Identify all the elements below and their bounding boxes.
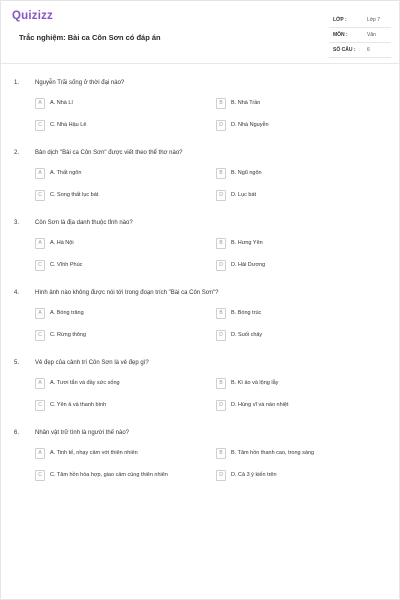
option-letter-box[interactable]: A (35, 238, 45, 249)
option-letter-box[interactable]: A (35, 98, 45, 109)
question-text: Côn Sơn là địa danh thuộc tỉnh nào? (35, 220, 133, 226)
option-text: C. Vĩnh Phúc (50, 262, 83, 268)
meta-value: 6 (367, 47, 370, 53)
option-letter-box[interactable]: D (216, 260, 226, 271)
option-letter-box[interactable]: B (216, 308, 226, 319)
option-letter-box[interactable]: C (35, 470, 45, 481)
option-letter-box[interactable]: B (216, 378, 226, 389)
option-letter-box[interactable]: C (35, 190, 45, 201)
question-2 (1, 150, 400, 220)
option-letter-box[interactable]: B (216, 98, 226, 109)
option-text: D. Hùng vĩ và náo nhiệt (231, 402, 289, 408)
option-letter-box[interactable]: D (216, 470, 226, 481)
option-letter-box[interactable]: A (35, 168, 45, 179)
option-letter-box[interactable]: D (216, 400, 226, 411)
option-text: A. Bóng trăng (50, 310, 84, 316)
option-letter-box[interactable]: B (216, 448, 226, 459)
option-text: A. Thất ngôn (50, 170, 82, 176)
option-text: B. Tâm hồn thanh cao, trong sáng (231, 450, 315, 456)
option-text: A. Hà Nội (50, 240, 74, 246)
option-text: C. Nhà Hậu Lê (50, 122, 87, 128)
option-text: C. Song thất lục bát (50, 192, 99, 198)
option-letter-box[interactable]: A (35, 378, 45, 389)
meta-table (329, 13, 391, 58)
option-text: D. Suối chảy (231, 332, 263, 338)
option-text: B. Hưng Yên (231, 240, 263, 246)
question-number: 5. (14, 360, 20, 366)
option-text: D. Hải Dương (231, 262, 266, 268)
question-text: Vẻ đẹp của cảnh trí Côn Sơn là vẻ đẹp gì? (35, 360, 149, 366)
option-letter-box[interactable]: C (35, 120, 45, 131)
option-text: B. Bóng trúc (231, 310, 262, 316)
option-letter-box[interactable]: A (35, 308, 45, 319)
question-text: Bản dịch "Bài ca Côn Sơn" được viết theo thể thơ nào? (35, 150, 183, 156)
option-text: D. Lục bát (231, 192, 257, 198)
question-number: 2. (14, 150, 20, 156)
option-text: A. Tinh tế, nhạy cảm với thiên nhiên (50, 450, 138, 456)
option-letter-box[interactable]: C (35, 330, 45, 341)
meta-row-count (329, 43, 391, 58)
option-letter-box[interactable]: D (216, 120, 226, 131)
question-4 (1, 290, 400, 360)
question-number: 3. (14, 220, 20, 226)
option-text: A. Tươi tắn và đầy sức sống (50, 380, 120, 386)
question-1 (1, 80, 400, 150)
meta-value: Lớp 7 (367, 17, 381, 23)
option-text: B. Ngũ ngôn (231, 170, 262, 176)
option-letter-box[interactable]: B (216, 238, 226, 249)
question-text: Nguyễn Trãi sống ở thời đại nào? (35, 80, 125, 86)
question-text: Hình ảnh nào không được nói tới trong đoạn trích "Bài ca Côn Sơn"? (35, 290, 219, 296)
header-divider (1, 63, 399, 64)
option-letter-box[interactable]: D (216, 190, 226, 201)
option-letter-box[interactable]: C (35, 260, 45, 271)
option-letter-box[interactable]: C (35, 400, 45, 411)
question-number: 6. (14, 430, 20, 436)
meta-row-class (329, 13, 391, 28)
option-text: B. Nhà Trần (231, 100, 261, 106)
option-text: D. Cả 3 ý kiến trên (231, 472, 277, 478)
question-number: 4. (14, 290, 20, 296)
option-text: A. Nhà Lí (50, 100, 73, 106)
option-text: D. Nhà Nguyễn (231, 122, 269, 128)
worksheet-title: Trắc nghiệm: Bài ca Côn Sơn có đáp án (19, 33, 161, 42)
meta-label: LỚP : (333, 17, 347, 23)
question-6 (1, 430, 400, 500)
meta-row-subject (329, 28, 391, 43)
question-3 (1, 220, 400, 290)
option-text: C. Tâm hồn hòa hợp, giao cảm cùng thiên nhiên (50, 472, 168, 478)
meta-value: Văn (367, 32, 376, 38)
option-letter-box[interactable]: A (35, 448, 45, 459)
worksheet-header (1, 1, 399, 63)
meta-label: SỐ CÂU : (333, 47, 356, 53)
quizizz-logo: Quizizz (12, 10, 54, 22)
option-text: C. Yên ả và thanh bình (50, 402, 107, 408)
meta-label: MÔN : (333, 32, 348, 38)
option-text: B. Kì ảo và lộng lẫy (231, 380, 279, 386)
option-text: C. Rừng thông (50, 332, 87, 338)
question-text: Nhân vật trữ tình là người thế nào? (35, 430, 130, 436)
option-letter-box[interactable]: D (216, 330, 226, 341)
question-5 (1, 360, 400, 430)
option-letter-box[interactable]: B (216, 168, 226, 179)
question-number: 1. (14, 80, 20, 86)
